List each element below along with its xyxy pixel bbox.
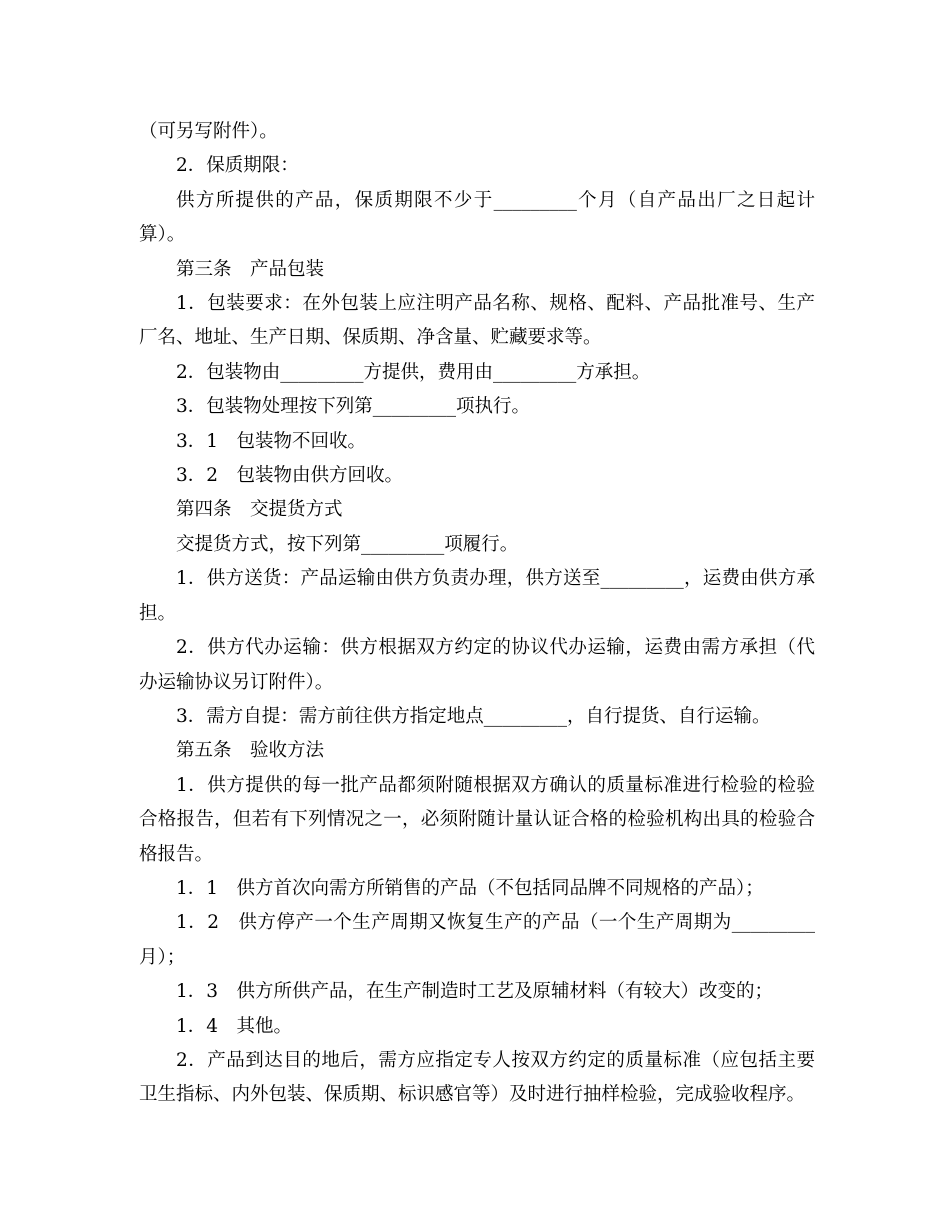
paragraph-self-pickup: 3．需方自提：需方前往供方指定地点_________，自行提货、自行运输。 — [176, 705, 771, 727]
paragraph-supplier-delivery: 1．供方送货：产品运输由供方负责办理，供方送至_________，运费由供方承担。 — [139, 568, 815, 624]
paragraph-packaging-option-1: 3．1 包装物不回收。 — [176, 430, 367, 452]
paragraph-shelf-life-heading: 2．保质期限： — [176, 155, 299, 177]
paragraph-inspection-case-3: 1．3 供方所供产品，在生产制造时工艺及原辅材料（有较大）改变的； — [176, 981, 774, 1003]
paragraph-shelf-life-term: 供方所提供的产品，保质期限不少于_________个月（自产品出厂之日起计算）。 — [139, 189, 815, 246]
contract-body — [139, 115, 815, 1113]
article-5-heading: 第五条 验收方法 — [176, 740, 325, 762]
paragraph-packaging-handling: 3．包装物处理按下列第_________项执行。 — [176, 396, 531, 418]
paragraph-packaging-provider: 2．包装物由_________方提供，费用由_________方承担。 — [176, 361, 651, 383]
paragraph-agency-transport: 2．供方代办运输：供方根据双方约定的协议代办运输，运费由需方承担（代办运输协议另订附件）。 — [139, 637, 815, 693]
paragraph-delivery-method: 交提货方式，按下列第_________项履行。 — [176, 533, 519, 555]
paragraph-inspection-case-1: 1．1 供方首次向需方所销售的产品（不包括同品牌不同规格的产品）； — [176, 877, 764, 899]
paragraph-inspection-report: 1．供方提供的每一批产品都须附随根据双方确认的质量标准进行检验的检验合格报告，但若有下列情况之一，必须附随计量认证合格的检验机构出具的检验合格报告。 — [139, 774, 815, 865]
article-3-heading: 第三条 产品包装 — [176, 258, 325, 280]
paragraph-inspection-case-2: 1．2 供方停产一个生产周期又恢复生产的产品（一个生产周期为_________月）； — [139, 912, 815, 968]
paragraph-attachment-note: （可另写附件）。 — [139, 121, 278, 142]
article-4-heading: 第四条 交提货方式 — [176, 499, 343, 521]
paragraph-packaging-option-2: 3．2 包装物由供方回收。 — [176, 465, 404, 487]
paragraph-packaging-requirements: 1．包装要求：在外包装上应注明产品名称、规格、配料、产品批准号、生产厂名、地址、生产日期、保质期、净含量、贮藏要求等。 — [139, 293, 815, 349]
paragraph-arrival-inspection: 2．产品到达目的地后，需方应指定专人按双方约定的质量标准（应包括主要卫生指标、内外包装、保质期、标识感官等）及时进行抽样检验，完成验收程序。 — [139, 1049, 815, 1106]
paragraph-inspection-case-4: 1．4 其他。 — [176, 1015, 293, 1037]
